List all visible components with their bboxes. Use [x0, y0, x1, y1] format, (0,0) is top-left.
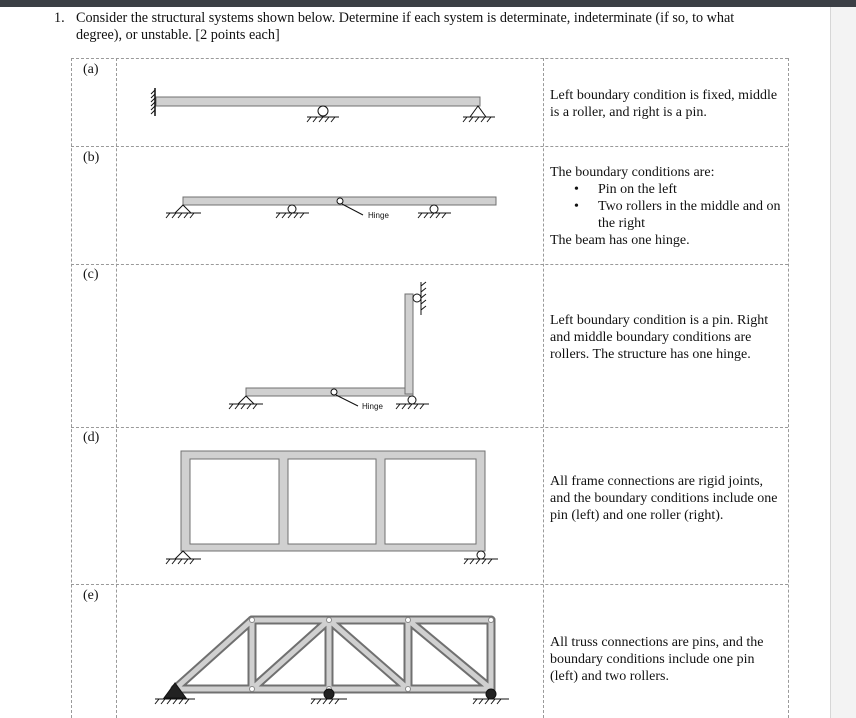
bullet-item: • Two rollers in the middle and on the right — [550, 198, 782, 232]
hinge-c — [331, 389, 337, 395]
figure-a — [151, 88, 495, 122]
roller-support-d — [464, 551, 498, 564]
pin-support-d — [166, 551, 201, 564]
description-e: All truss connections are pins, and the boundary conditions include one pin (left) and two rollers. — [550, 635, 764, 684]
row-label-c: (c) — [83, 267, 99, 282]
right-side-panel — [830, 7, 856, 718]
figure-c — [229, 282, 429, 411]
row-label-d: (d) — [83, 430, 100, 445]
structures-table — [71, 58, 788, 718]
top-toolbar-strip — [0, 0, 856, 7]
beam-c — [246, 388, 413, 396]
table-border-right — [788, 58, 789, 718]
description-d: All frame connections are rigid joints, and the boundary conditions include one pin (left) and one roller (right). — [550, 474, 778, 523]
hinge-label-c: Hinge — [362, 402, 383, 411]
roller-support-c-bottom — [396, 396, 429, 409]
pin-support-b — [166, 205, 201, 218]
beam-a — [156, 97, 480, 106]
description-a: Left boundary condition is fixed, middle is a roller, and right is a pin. — [550, 88, 778, 120]
row-label-e: (e) — [83, 588, 99, 603]
figure-b — [166, 197, 496, 220]
row-label-a: (a) — [83, 62, 99, 77]
bullet-item: • Pin on the left — [550, 181, 782, 198]
pin-support-a — [463, 106, 495, 122]
roller-support-b2 — [418, 205, 451, 218]
pin-support-c — [229, 396, 263, 409]
row-label-b: (b) — [83, 150, 100, 165]
hinge-leader-c — [336, 395, 358, 406]
description-b-outro: The beam has one hinge. — [550, 233, 690, 248]
description-b-intro: The boundary conditions are: — [550, 165, 715, 180]
roller-support-a — [307, 106, 339, 122]
figure-d — [166, 451, 498, 564]
description-c: Left boundary condition is a pin. Right and middle boundary conditions are rollers. The structure has one hinge. — [550, 313, 769, 362]
frame-d — [181, 451, 485, 551]
structure-figures — [71, 58, 788, 718]
roller-support-c-top — [413, 282, 426, 315]
hinge-label-b: Hinge — [368, 211, 389, 220]
question-number: 1. — [54, 10, 65, 26]
roller-support-b1 — [276, 205, 309, 218]
hinge-b — [337, 198, 343, 204]
figure-e — [175, 620, 491, 689]
hinge-leader-b — [342, 204, 363, 215]
column-c — [405, 294, 413, 394]
question-text: Consider the structural systems shown below. Determine if each system is determinate, indeterminate (if so, to what degree), or unstable. [2 points each] — [76, 10, 735, 43]
